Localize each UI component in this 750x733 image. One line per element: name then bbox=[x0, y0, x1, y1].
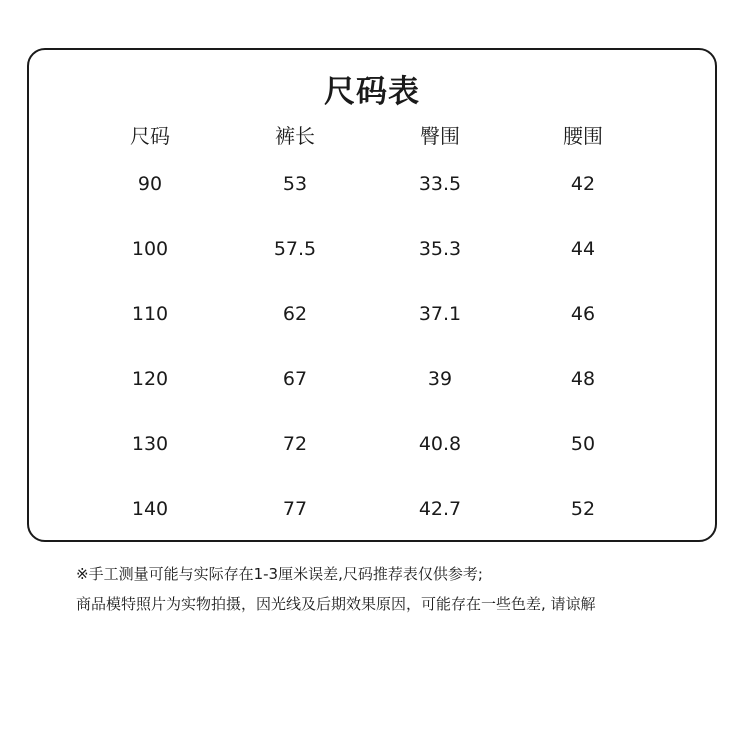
table-cell-waist: 44 bbox=[570, 238, 596, 260]
table-cell-waist: 52 bbox=[570, 498, 596, 520]
column-header-waist: 腰围 bbox=[563, 124, 603, 148]
table-cell-size: 130 bbox=[131, 433, 169, 455]
table-cell-length: 62 bbox=[282, 303, 308, 325]
column-header-length: 裤长 bbox=[275, 124, 315, 148]
column-header-hip: 臀围 bbox=[420, 124, 460, 148]
color-difference-note: 商品模特照片为实物拍摄，因光线及后期效果原因，可能存在一些色差, 请谅解 bbox=[76, 595, 596, 613]
table-cell-waist: 48 bbox=[570, 368, 596, 390]
table-cell-hip: 37.1 bbox=[418, 303, 462, 325]
table-cell-waist: 46 bbox=[570, 303, 596, 325]
table-cell-hip: 42.7 bbox=[418, 498, 462, 520]
table-cell-length: 57.5 bbox=[273, 238, 317, 260]
table-cell-length: 67 bbox=[282, 368, 308, 390]
table-cell-waist: 50 bbox=[570, 433, 596, 455]
table-cell-length: 53 bbox=[282, 173, 308, 195]
table-cell-size: 110 bbox=[131, 303, 169, 325]
table-cell-length: 72 bbox=[282, 433, 308, 455]
table-cell-size: 90 bbox=[137, 173, 163, 195]
column-header-size: 尺码 bbox=[130, 124, 170, 148]
table-cell-hip: 33.5 bbox=[418, 173, 462, 195]
table-cell-hip: 39 bbox=[427, 368, 453, 390]
table-cell-hip: 35.3 bbox=[418, 238, 462, 260]
table-cell-hip: 40.8 bbox=[418, 433, 462, 455]
measurement-note: ※手工测量可能与实际存在1-3厘米误差,尺码推荐表仅供参考; bbox=[76, 565, 483, 583]
table-cell-waist: 42 bbox=[570, 173, 596, 195]
table-cell-size: 140 bbox=[131, 498, 169, 520]
size-chart-title: 尺码表 bbox=[324, 74, 420, 110]
table-cell-size: 120 bbox=[131, 368, 169, 390]
table-cell-length: 77 bbox=[282, 498, 308, 520]
table-cell-size: 100 bbox=[131, 238, 169, 260]
size-chart-card bbox=[27, 48, 717, 542]
